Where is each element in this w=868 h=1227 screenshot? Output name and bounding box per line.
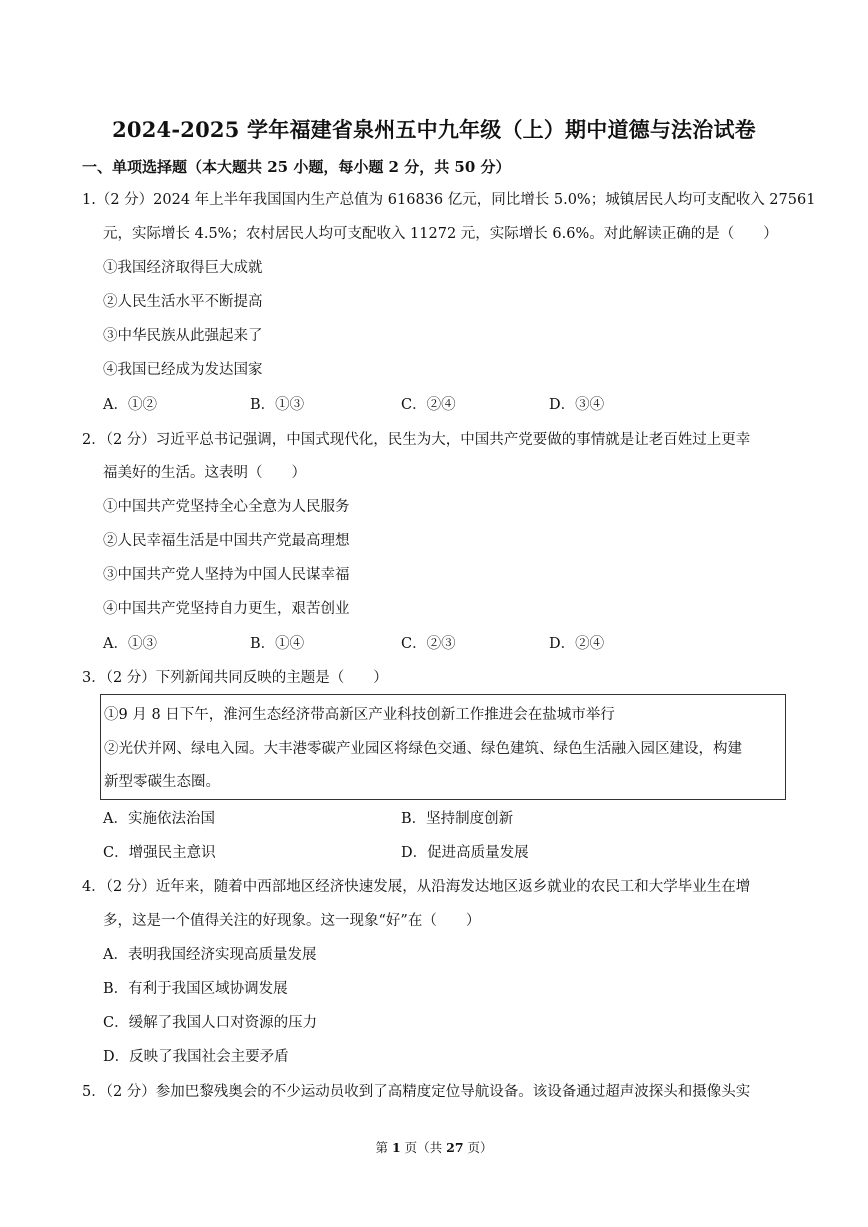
q1-option-b[interactable]: B．①③	[250, 397, 305, 413]
q2-item-2: ②人民幸福生活是中国共产党最高理想	[103, 533, 350, 549]
page-footer	[0, 1138, 868, 1156]
section-heading: 一、单项选择题（本大题共 25 小题，每小题 2 分，共 50 分）	[82, 158, 511, 176]
q1-item-3: ③中华民族从此强起来了	[103, 328, 263, 344]
q3-option-b[interactable]: B．坚持制度创新	[401, 811, 514, 827]
q1-item-2: ②人民生活水平不断提高	[103, 294, 263, 310]
q4-stem-line2: 多，这是一个值得关注的好现象。这一现象“好”在（ ）	[103, 913, 481, 929]
q2-option-c[interactable]: C．②③	[401, 636, 456, 652]
footer-suffix: 页）	[463, 1140, 493, 1155]
q3-option-c[interactable]: C．增强民主意识	[103, 845, 216, 861]
q3-news-1: ①9 月 8 日下午，淮河生态经济带高新区产业科技创新工作推进会在盐城市举行	[104, 707, 615, 723]
q3-news-2-cont: 新型零碳生态圈。	[104, 774, 220, 790]
q1-item-1: ①我国经济取得巨大成就	[103, 260, 263, 276]
q4-stem-line1: 4．（2 分）近年来，随着中西部地区经济快速发展，从沿海发达地区返乡就业的农民工和大学毕业生在增	[82, 879, 751, 895]
q3-news-2: ②光伏并网、绿电入园。大丰港零碳产业园区将绿色交通、绿色建筑、绿色生活融入园区建设，构建	[104, 741, 742, 757]
q2-option-a[interactable]: A．①③	[103, 636, 157, 652]
q1-option-d[interactable]: D．③④	[549, 397, 605, 413]
q4-option-a[interactable]: A．表明我国经济实现高质量发展	[103, 947, 317, 963]
q1-stem-line2: 元，实际增长 4.5%；农村居民人均可支配收入 11272 元，实际增长 6.6%。对此解读正确的是（ ）	[103, 226, 778, 242]
q2-option-d[interactable]: D．②④	[549, 636, 605, 652]
q3-option-a[interactable]: A．实施依法治国	[103, 811, 215, 827]
q3-stem-line1: 3．（2 分）下列新闻共同反映的主题是（ ）	[82, 670, 388, 686]
q5-stem-line1: 5．（2 分）参加巴黎残奥会的不少运动员收到了高精度定位导航设备。该设备通过超声波探头和摄像头实	[82, 1084, 751, 1100]
q1-stem-line1: 1.（2 分）2024 年上半年我国国内生产总值为 616836 亿元，同比增长 5.0%；城镇居民人均可支配收入 27561	[82, 192, 816, 208]
footer-total-pages: 27	[446, 1140, 464, 1155]
q2-item-1: ①中国共产党坚持全心全意为人民服务	[103, 499, 350, 515]
q4-option-c[interactable]: C．缓解了我国人口对资源的压力	[103, 1015, 318, 1031]
q4-option-b[interactable]: B．有利于我国区域协调发展	[103, 981, 288, 997]
footer-middle: 页（共	[400, 1140, 447, 1155]
page-title: 2024-2025 学年福建省泉州五中九年级（上）期中道德与法治试卷	[112, 117, 756, 142]
q2-option-b[interactable]: B．①④	[250, 636, 305, 652]
q2-item-3: ③中国共产党人坚持为中国人民谋幸福	[103, 567, 350, 583]
q1-item-4: ④我国已经成为发达国家	[103, 362, 263, 378]
q2-item-4: ④中国共产党坚持自力更生，艰苦创业	[103, 601, 350, 617]
q4-option-d[interactable]: D．反映了我国社会主要矛盾	[103, 1049, 289, 1065]
q3-option-d[interactable]: D．促进高质量发展	[401, 845, 529, 861]
footer-prefix: 第	[375, 1140, 392, 1155]
footer-page-number: 1	[391, 1140, 401, 1155]
q2-stem-line1: 2．（2 分）习近平总书记强调，中国式现代化，民生为大，中国共产党要做的事情就是让老百姓过上更幸	[82, 432, 751, 448]
q1-option-a[interactable]: A．①②	[103, 397, 157, 413]
q1-option-c[interactable]: C．②④	[401, 397, 456, 413]
q2-stem-line2: 福美好的生活。这表明（ ）	[103, 465, 306, 481]
